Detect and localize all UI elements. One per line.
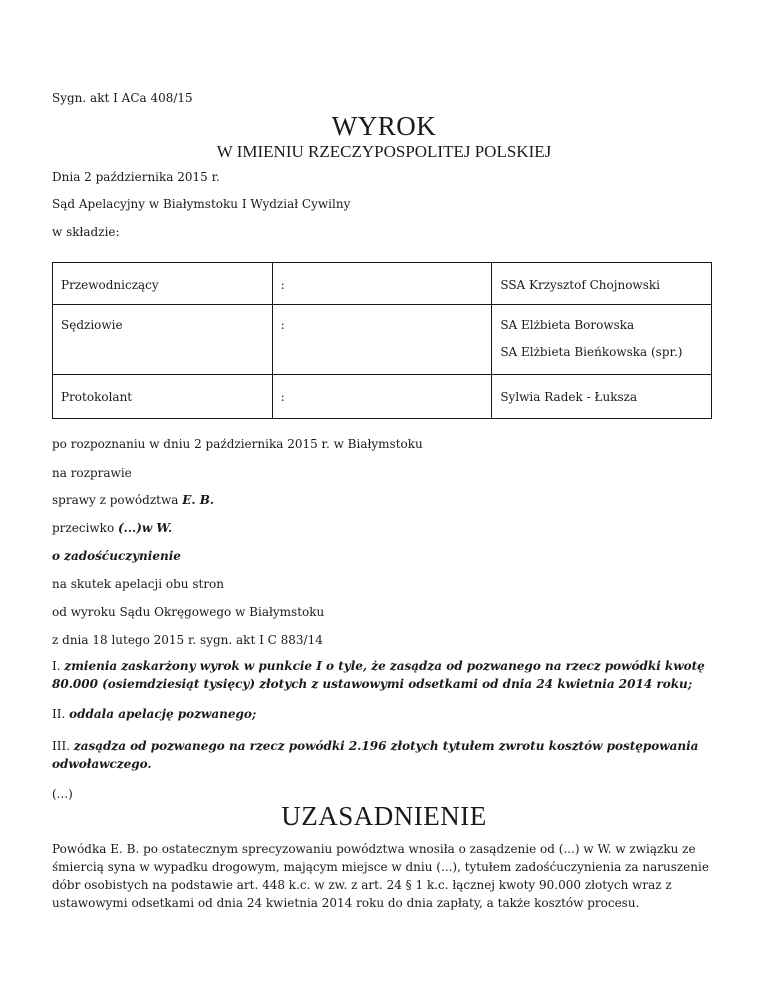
panel-role: Przewodniczący — [61, 278, 159, 292]
panel-table — [52, 262, 712, 419]
proceedings-plaintiff: sprawy z powództwa E. B. — [52, 493, 215, 507]
panel-row-clerk — [53, 375, 712, 419]
justification-paragraph: Powódka E. B. po ostatecznym sprecyzowaniu powództwa wnosiła o zasądzenie od (...) w W. w związku ze śmiercią syna w wypadku drogowym, mającym miejsce w dniu (...), tytułem zadośćuczynienia za naruszenie dóbr osobistych na podstawie art. 448 k.c. w zw. z art. 24 § 1 k.c. łącznej kwoty 90.000 złotych wraz z ustawowymi odsetkami od dnia 24 kwietnia 2014 roku do dnia zapłaty, a także kosztów procesu. — [52, 842, 709, 910]
case-reference: Sygn. akt I ACa 408/15 — [52, 91, 193, 105]
verdict-item-2: II. oddala apelację pozwanego; — [52, 707, 257, 721]
panel-row-chair — [53, 263, 712, 305]
defendant-name: (...)w W. — [117, 521, 173, 535]
justification-heading: UZASADNIENIE — [281, 801, 487, 831]
document-subtitle: W IMIENIU RZECZYPOSPOLITEJ POLSKIEJ — [216, 142, 552, 161]
composition-label: w składzie: — [52, 225, 120, 239]
proceedings-line: na rozprawie — [52, 466, 132, 480]
panel-name: Sylwia Radek - Łuksza — [500, 390, 638, 404]
panel-row-judges — [53, 305, 712, 375]
proceedings-line: z dnia 18 lutego 2015 r. sygn. akt I C 883/14 — [52, 633, 323, 647]
plaintiff-name: E. B. — [182, 493, 215, 507]
panel-role: Sędziowie — [61, 318, 123, 332]
verdict-item-1: I. zmienia zaskarżony wyrok w punkcie I o tyle, że zasądza od pozwanego na rzecz powódki kwotę 80.000 (osiemdziesiąt tysięcy) złotych z ustawowymi odsetkami od dnia 24 kwietnia 2014 roku; — [52, 659, 705, 691]
proceedings-defendant: przeciwko (...)w W. — [52, 521, 173, 535]
court-name: Sąd Apelacyjny w Białymstoku I Wydział Cywilny — [52, 197, 351, 211]
proceedings-line: po rozpoznaniu w dniu 2 października 2015 r. w Białymstoku — [52, 437, 423, 451]
panel-name: SA Elżbieta Bieńkowska (spr.) — [500, 345, 683, 359]
verdict-item-3: III. zasądza od pozwanego na rzecz powódki 2.196 złotych tytułem zwrotu kosztów postępowania odwoławczego. — [52, 739, 699, 771]
proceedings-line: od wyroku Sądu Okręgowego w Białymstoku — [52, 605, 325, 619]
panel-name: SSA Krzysztof Chojnowski — [500, 278, 660, 292]
judgment-date: Dnia 2 października 2015 r. — [52, 170, 220, 184]
panel-separator: : — [280, 278, 285, 292]
panel-role: Protokolant — [61, 390, 133, 404]
case-subject: o zadośćuczynienie — [52, 549, 181, 563]
panel-separator: : — [280, 318, 285, 332]
proceedings-line: na skutek apelacji obu stron — [52, 577, 225, 591]
panel-name: SA Elżbieta Borowska — [500, 318, 635, 332]
document-title: WYROK — [331, 111, 437, 141]
panel-separator: : — [280, 390, 285, 404]
omitted-marker: (...) — [52, 787, 73, 801]
